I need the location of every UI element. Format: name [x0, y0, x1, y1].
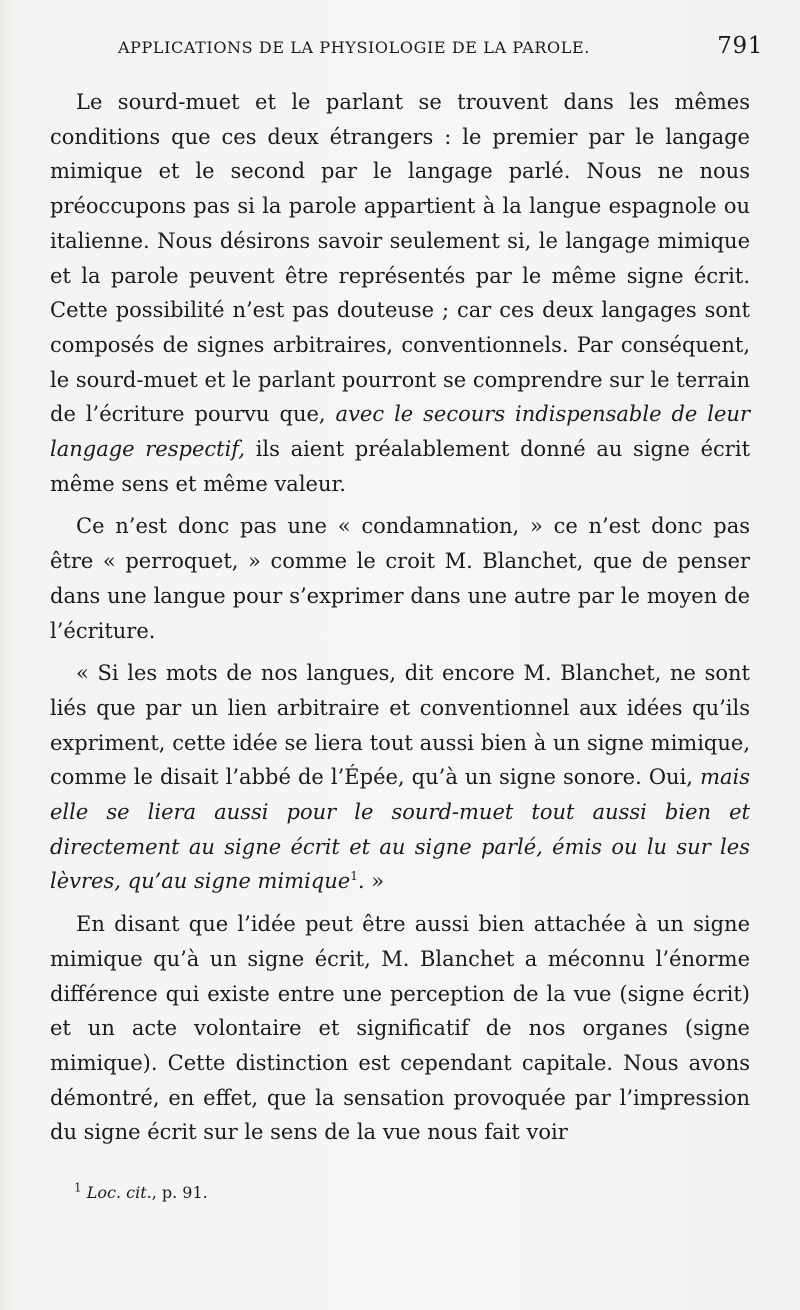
footnote-marker: 1	[74, 1180, 82, 1195]
paragraph-1-text: Le sourd-muet et le parlant se trouvent dans les mêmes conditions que ces deux étrangers : le premier par le langage mimique et le second par le langage parlé. Nous ne nous préoccupons pas si la parole appartient à la langue espagnole ou italienne. Nous désirons savoir seulement si, le langage mimique et la parole peuvent être représentés par le même signe écrit. Cette possibilité n’est pas douteuse ; car ces deux langages sont composés de signes arbitraires, conventionnels. Par conséquent, le sourd-muet et le parlant pourront se comprendre sur le terrain de l’écriture pourvu que,	[50, 90, 750, 427]
paragraph-4-text: En disant que l’idée peut être aussi bien attachée à un signe mimique qu’à un signe écrit, M. Blanchet a méconnu l’énorme différence qui existe entre une perception de la vue (signe écrit) et un acte volontaire et significatif de nos organes (signe mimique). Cette distinction est cependant capitale. Nous avons démontré, en effet, que la sensation provoquée par l’impression du signe écrit sur le sens de la vue nous fait voir	[50, 912, 750, 1145]
paragraph-3	[50, 656, 750, 899]
footnote	[74, 1180, 208, 1202]
footnote-text: , p. 91.	[151, 1183, 208, 1202]
paragraph-2-text: Ce n’est donc pas une « condamnation, » ce n’est donc pas être « perroquet, » comme le croit M. Blanchet, que de penser dans une langue pour s’exprimer dans une autre par le moyen de l’écriture.	[50, 514, 750, 643]
paragraph-3-emphasis-1: mais elle se liera aussi pour le sourd-muet tout aussi bien et directement au signe écrit et au signe parlé,	[50, 765, 751, 859]
paragraph-3-end: . »	[357, 869, 385, 894]
paragraph-3-emphasis-2: qu’au signe mimique	[127, 869, 351, 894]
footnote-reference[interactable]: 1	[350, 869, 358, 884]
paragraph-1-end: ils aient préalablement donné au signe écrit même sens et même valeur.	[50, 437, 751, 496]
running-head-title: APPLICATIONS DE LA PHYSIOLOGIE DE LA PAROLE.	[118, 38, 590, 57]
paragraph-4	[50, 907, 750, 1150]
paragraph-2	[50, 509, 750, 648]
body-text	[50, 85, 750, 1158]
paragraph-3-emphasis-mid: émis ou lu sur les lèvres,	[50, 834, 750, 894]
paragraph-3-text: « Si les mots de nos langues, dit encore M. Blanchet, ne sont liés que par un lien arbitraire et conventionnel aux idées qu’ils expriment, cette idée se liera tout aussi bien à un signe mimique, comme le disait l’abbé de l’Épée, qu’à un signe sonore. Oui,	[50, 661, 750, 790]
paragraph-1	[50, 85, 750, 501]
footnote-reference-italic: Loc. cit.	[86, 1183, 152, 1202]
page-number: 791	[717, 33, 763, 59]
paragraph-1-emphasis: avec le secours indispensable de leur langage respectif,	[50, 402, 750, 462]
running-head	[118, 33, 763, 59]
